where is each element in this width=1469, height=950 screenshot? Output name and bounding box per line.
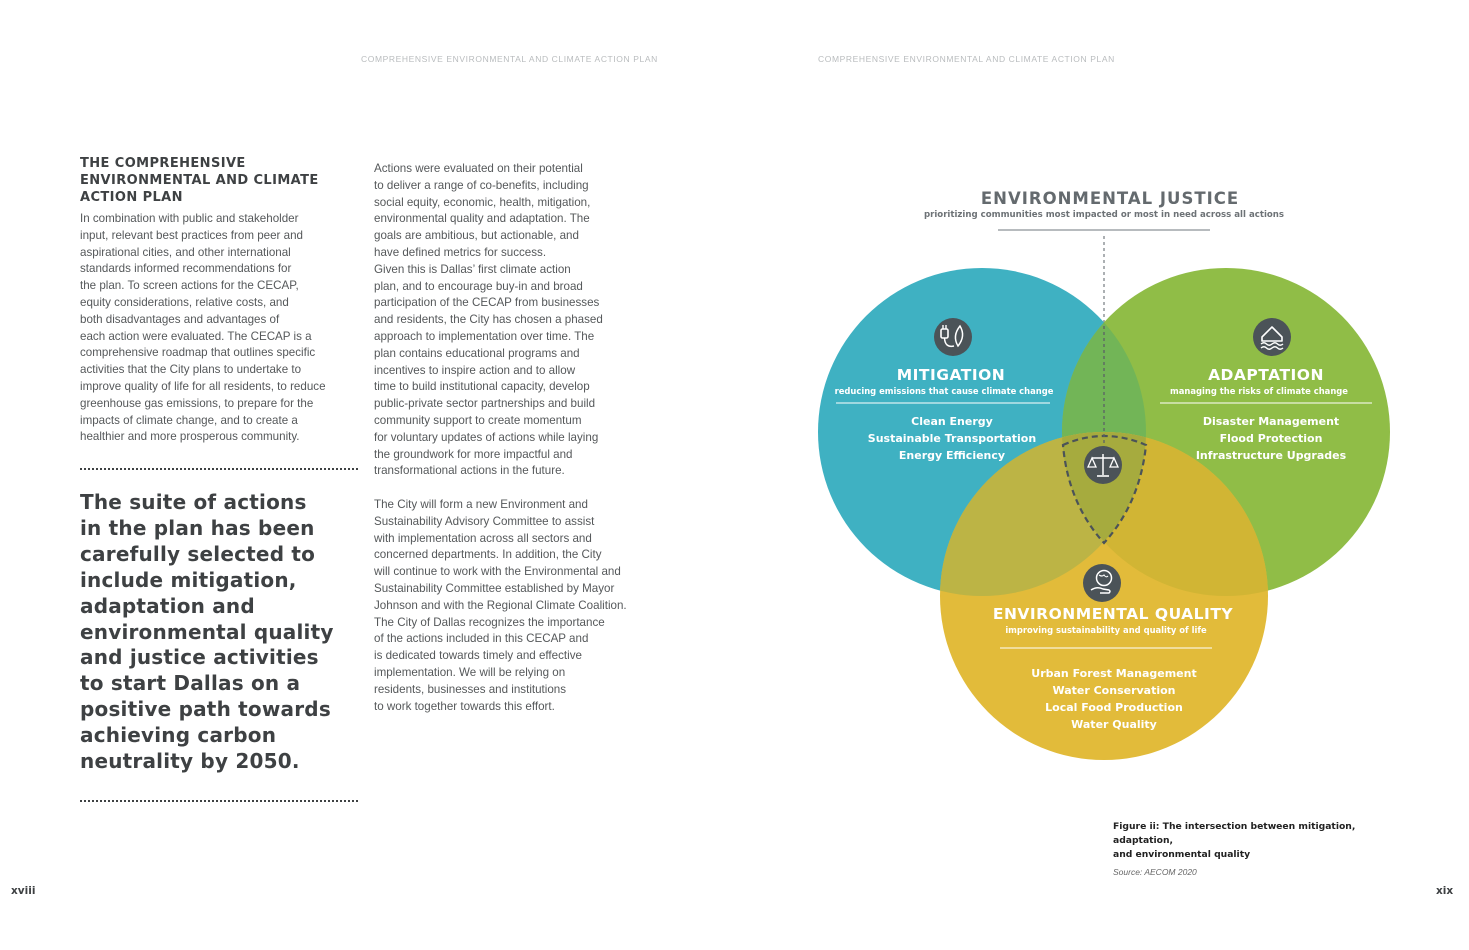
quality-title: ENVIRONMENTAL QUALITY: [992, 605, 1234, 623]
body-line: Johnson and with the Regional Climate Coalition.: [374, 598, 627, 612]
pull-quote-line: include mitigation,: [80, 567, 297, 592]
pull-quote-line: adaptation and: [80, 593, 255, 618]
house-flood-icon: [1253, 318, 1291, 356]
body-line: have defined metrics for success.: [374, 245, 547, 259]
pull-quote-line: and justice activities: [80, 645, 319, 670]
intro-line: healthier and more prosperous community.: [80, 430, 300, 444]
body-line: will continue to work with the Environmental and: [374, 565, 621, 579]
pull-quote-line: carefully selected to: [80, 541, 316, 566]
adaptation-item: Flood Protection: [1219, 432, 1323, 445]
intro-line: each action were evaluated. The CECAP is a: [80, 329, 312, 343]
body-line: to work together towards this effort.: [374, 699, 555, 713]
mitigation-subtitle: reducing emissions that cause climate change: [834, 386, 1054, 396]
heading-line: THE COMPREHENSIVE: [80, 156, 246, 171]
running-header-right: COMPREHENSIVE ENVIRONMENTAL AND CLIMATE ACTION PLAN: [818, 54, 1115, 64]
body-line: and residents, the City has chosen a phased: [374, 313, 603, 327]
body-line: incentives to inspire action and to allow: [374, 363, 576, 377]
adaptation-title: ADAPTATION: [1208, 366, 1324, 384]
quality-subtitle: improving sustainability and quality of life: [1005, 625, 1207, 635]
intro-line: In combination with public and stakeholder: [80, 212, 299, 225]
mitigation-item: Clean Energy: [911, 415, 993, 428]
adaptation-item: Infrastructure Upgrades: [1195, 449, 1347, 462]
mitigation-title: MITIGATION: [896, 366, 1006, 384]
figure-caption: [1113, 820, 1413, 862]
adaptation-item: Disaster Management: [1202, 415, 1340, 428]
figure-source: Source: AECOM 2020: [1113, 867, 1197, 877]
body-line: plan contains educational programs and: [374, 346, 580, 360]
page-number-left: xviii: [11, 885, 36, 897]
scales-icon: [1084, 446, 1122, 484]
body-line: The City will form a new Environment and: [374, 497, 588, 511]
intro-line: the plan. To screen actions for the CECAP,: [80, 279, 299, 293]
body-line: implementation. We will be relying on: [374, 665, 566, 679]
intro-line: impacts of climate change, and to create a: [80, 413, 298, 427]
body-line: social equity, economic, health, mitigation,: [374, 195, 591, 209]
body-line: Given this is Dallas’ first climate action: [374, 262, 571, 276]
pull-quote-line: in the plan has been: [80, 515, 315, 540]
intro-line: activities that the City plans to undertake to: [80, 363, 302, 377]
body-line: The City of Dallas recognizes the importance: [374, 615, 605, 629]
caption-line: Figure ii: The intersection between mitigation, adaptation,: [1113, 821, 1356, 846]
justice-title: ENVIRONMENTAL JUSTICE: [980, 189, 1240, 208]
intro-line: both disadvantages and advantages of: [80, 312, 280, 326]
pull-quote-line: environmental quality: [80, 619, 334, 644]
intro-line: improve quality of life for all residents, to reduce: [80, 379, 326, 393]
body-line: time to build institutional capacity, develop: [374, 380, 590, 394]
body-line: public-private sector partnerships and build: [374, 397, 596, 411]
body-line: to deliver a range of co-benefits, including: [374, 178, 589, 192]
pull-quote-line: to start Dallas on a: [80, 671, 301, 696]
intro-line: aspirational cities, and other international: [80, 245, 291, 259]
body-line: plan, and to encourage buy-in and broad: [374, 279, 583, 293]
quality-item: Water Conservation: [1052, 684, 1176, 697]
justice-subtitle: prioritizing communities most impacted or most in need across all actions: [923, 210, 1285, 220]
body-line: residents, businesses and institutions: [374, 682, 567, 696]
body-line: goals are ambitious, but actionable, and: [374, 229, 579, 243]
body-line: transformational actions in the future.: [374, 464, 565, 478]
mitigation-item: Sustainable Transportation: [867, 432, 1037, 445]
body-line: participation of the CECAP from businesses: [374, 296, 600, 310]
pull-quote-line: positive path towards: [80, 697, 331, 722]
caption-line: and environmental quality: [1113, 849, 1251, 860]
pull-quote-line: neutrality by 2050.: [80, 749, 300, 774]
body-line: Actions were evaluated on their potential: [374, 162, 583, 175]
body-line: with implementation across all sectors and: [374, 531, 592, 545]
body-line: is dedicated towards timely and effective: [374, 649, 582, 663]
adaptation-subtitle: managing the risks of climate change: [1170, 386, 1348, 396]
body-line: for voluntary updates of actions while laying: [374, 430, 599, 444]
intro-line: greenhouse gas emissions, to prepare for the: [80, 396, 314, 410]
hand-globe-icon: [1083, 564, 1121, 602]
pull-quote-line: achieving carbon: [80, 723, 277, 748]
heading-line: ENVIRONMENTAL AND CLIMATE: [80, 173, 319, 188]
plug-leaf-icon: [934, 318, 972, 356]
body-line: environmental quality and adaptation. The: [374, 212, 590, 226]
mitigation-item: Energy Efficiency: [898, 449, 1006, 462]
heading-line: ACTION PLAN: [80, 190, 183, 205]
intro-line: input, relevant best practices from peer and: [80, 228, 303, 242]
page-number-right: xix: [1436, 885, 1454, 897]
body-line: of the actions included in this CECAP and: [374, 632, 589, 646]
body-line: Sustainability Advisory Committee to assist: [374, 514, 595, 528]
quality-item: Local Food Production: [1045, 701, 1183, 714]
intro-line: standards informed recommendations for: [80, 262, 292, 276]
body-line: the groundwork for more impactful and: [374, 447, 573, 461]
body-line: concerned departments. In addition, the City: [374, 548, 602, 562]
intro-line: comprehensive roadmap that outlines specific: [80, 346, 316, 360]
body-line: community support to create momentum: [374, 413, 582, 427]
running-header-left: COMPREHENSIVE ENVIRONMENTAL AND CLIMATE ACTION PLAN: [361, 54, 658, 64]
quality-item: Water Quality: [1071, 718, 1157, 731]
quality-item: Urban Forest Management: [1031, 667, 1197, 680]
intro-line: equity considerations, relative costs, and: [80, 295, 289, 309]
body-line: Sustainability Committee established by Mayor: [374, 581, 615, 595]
pull-quote-line: The suite of actions: [80, 490, 307, 514]
body-line: approach to implementation over time. The: [374, 329, 595, 343]
